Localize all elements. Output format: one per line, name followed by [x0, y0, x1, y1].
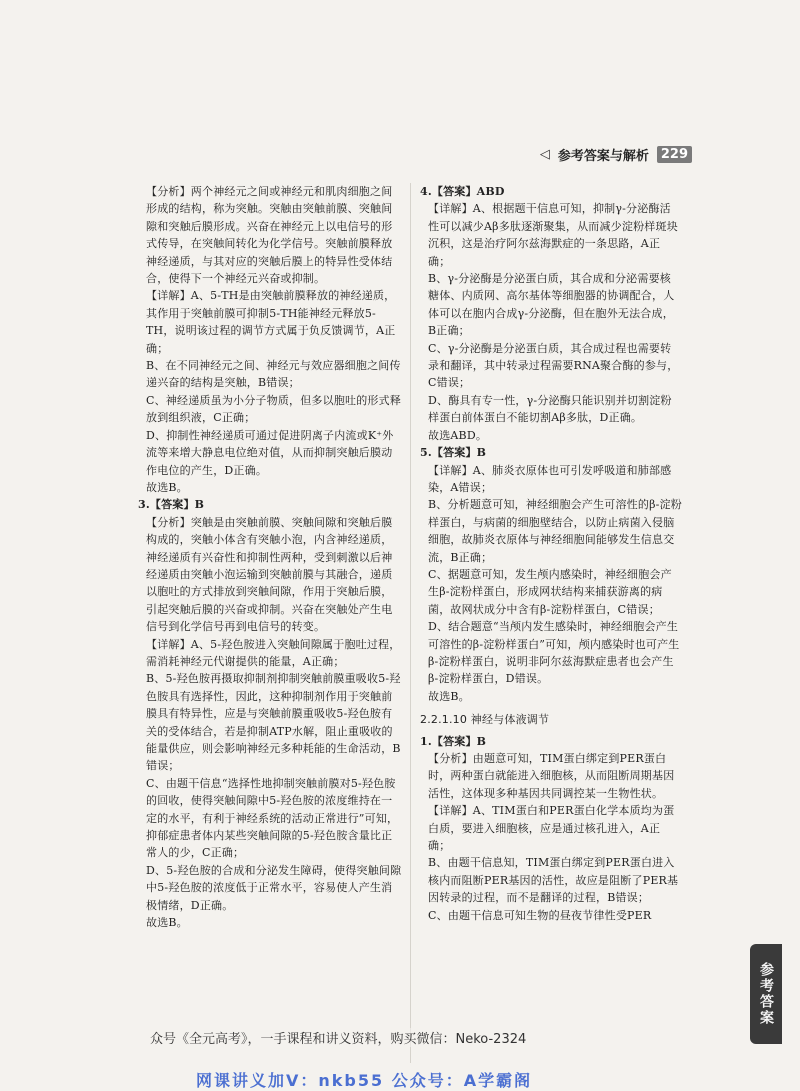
answer-paragraph: B、在不同神经元之间、神经元与效应器细胞之间传递兴奋的结构是突触，B错误；	[146, 359, 401, 390]
answer-paragraph: 故选B。	[146, 916, 188, 930]
answer-paragraph: C、据题意可知，发生颅内感染时，神经细胞会产生β-淀粉样蛋白，形成网状结构来捕获游离的病菌，故网状成分中含有β-淀粉样蛋白，C错误；	[428, 567, 672, 616]
answer-paragraph: B、5-羟色胺再摄取抑制剂抑制突触前膜重吸收5-羟色胺具有选择性，因此，这种抑制剂作用于突触前膜具有特异性，应是与突触前膜重吸收5-羟色胺有关的受体结合，若是抑制ATP水解，阻止重吸收的能量供应，则会影响神经元多种耗能的生命活动，B错误；	[146, 672, 401, 773]
answer-paragraph: C、由题干信息可知生物的昼夜节律性受PER	[428, 908, 652, 922]
answer-paragraph: 【分析】突触是由突触前膜、突触间隙和突触后膜构成的，突触小体含有突触小泡，内含神经递质，神经递质有兴奋性和抑制性两种，受到刺激以后神经递质由突触小泡运输到突触前膜与其融合，递质以胞吐的方式排放到突触间隙，作用于突触后膜，引起突触后膜的兴奋或抑制。兴奋在突触处产生电信号到化学信号再到电信号的转变。	[146, 515, 393, 634]
answer-paragraph: 【详解】A、肺炎衣原体也可引发呼吸道和肺部感染，A错误；	[428, 463, 672, 494]
answer-heading: 1.【答案】B	[420, 734, 487, 748]
side-tab-answers[interactable]: 参考答案	[750, 944, 782, 1044]
watermark-text-line: 众号《全元高考》，一手课程和讲义资料，购买微信：Neko-2324	[150, 1028, 526, 1047]
answer-paragraph: 【详解】A、5-羟色胺进入突触间隙属于胞吐过程，需消耗神经元代谢提供的能量，A正确；	[146, 637, 401, 668]
answer-paragraph: D、5-羟色胺的合成和分泌发生障碍，使得突触间隙中5-羟色胺的浓度低于正常水平，容易使人产生消极情绪，D正确。	[146, 863, 402, 912]
answer-paragraph: 【分析】两个神经元之间或神经元和肌肉细胞之间形成的结构，称为突触。突触由突触前膜、突触间隙和突触后膜形成。兴奋在神经元上以电信号的形式传导，在突触间转化为化学信号。突触前膜释放神经递质，与其对应的突触后膜上的特异性受体结合，使得下一个神经元兴奋或抑制。	[146, 185, 393, 286]
answer-paragraph: C、γ-分泌酶是分泌蛋白质，其合成过程也需要转录和翻译，其中转录过程需要RNA聚合酶的参与，C错误；	[428, 341, 679, 390]
answer-paragraph: D、结合题意“当颅内发生感染时，神经细胞会产生可溶性的β-淀粉样蛋白”可知，颅内感染时也可产生β-淀粉样蛋白，说明非阿尔兹海默症患者也会产生β-淀粉样蛋白，D错误。	[428, 620, 680, 686]
page-number: 229	[657, 146, 692, 163]
answer-paragraph: 【详解】A、根据题干信息可知，抑制γ-分泌酶活性可以减少Aβ多肽逐渐聚集，从而减少淀粉样斑块沉积，这是治疗阿尔兹海默症的一条思路，A正确；	[428, 202, 678, 268]
column-divider	[410, 183, 411, 1063]
answer-paragraph: D、抑制性神经递质可通过促进阴离子内流或K⁺外流等来增大静息电位绝对值，从而抑制突触后膜动作电位的产生，D正确。	[146, 428, 394, 477]
answer-paragraph: D、酶具有专一性，γ-分泌酶只能识别并切割淀粉样蛋白前体蛋白不能切割Aβ多肽，D正确。	[428, 393, 672, 425]
answer-heading: 3.【答案】B	[138, 498, 205, 512]
answer-paragraph: 【详解】A、5-TH是由突触前膜释放的神经递质，其作用于突触前膜可抑制5-TH能神经元释放5-TH，说明该过程的调节方式属于负反馈调节，A正确；	[146, 289, 396, 355]
answer-paragraph: C、神经递质虽为小分子物质，但多以胞吐的形式释放到组织液，C正确；	[146, 393, 402, 425]
answer-paragraph: 故选B。	[146, 480, 188, 494]
triangle-left-icon: ◁	[539, 146, 550, 162]
left-column	[138, 183, 402, 931]
answer-paragraph: 故选ABD。	[428, 428, 488, 442]
answer-paragraph: B、分析题意可知，神经细胞会产生可溶性的β-淀粉样蛋白，与病菌的细胞壁结合，以防止病菌入侵脑细胞，故肺炎衣原体与神经细胞间能够发生信息交流，B正确；	[428, 498, 682, 564]
page-header-title: 参考答案与解析	[557, 148, 649, 164]
page-header	[540, 143, 692, 165]
answer-paragraph: 【分析】由题意可知，TIM蛋白绑定到PER蛋白时，两种蛋白就能进入细胞核，从而阻断周期基因活性，这体现多种基因共同调控某一生物性状。	[428, 752, 675, 800]
right-column	[420, 183, 682, 924]
footer-banner: 网课讲义加V：nkb55 公众号：A学霸阁	[196, 1071, 533, 1090]
answer-paragraph: B、由题干信息知，TIM蛋白绑定到PER蛋白进入核内而阻断PER基因的活性，故应是阻断了PER基因转录的过程，而不是翻译的过程，B错误；	[428, 856, 679, 905]
answer-paragraph: B、γ-分泌酶是分泌蛋白质，其合成和分泌需要核糖体、内质网、高尔基体等细胞器的协调配合，人体可以在胞内合成γ-分泌酶，但在胞外无法合成，B正确；	[428, 272, 675, 338]
answer-heading: 5.【答案】B	[420, 446, 487, 460]
answer-heading: 4.【答案】ABD	[420, 185, 505, 198]
answer-paragraph: 【详解】A、TIM蛋白和PER蛋白化学本质均为蛋白质，要进入细胞核，应是通过核孔进入，A正确；	[428, 804, 675, 853]
answer-paragraph: 故选B。	[428, 689, 470, 703]
answer-paragraph: C、由题干信息“选择性地抑制突触前膜对5-羟色胺的回收，使得突触间隙中5-羟色胺的浓度维持在一定的水平，有利于神经系统的活动正常进行”可知，抑郁症患者体内某些突触间隙的5-羟色胺含量比正常人的少，C正确；	[146, 776, 399, 860]
section-heading: 2.2.1.10 神经与体液调节	[420, 713, 550, 727]
